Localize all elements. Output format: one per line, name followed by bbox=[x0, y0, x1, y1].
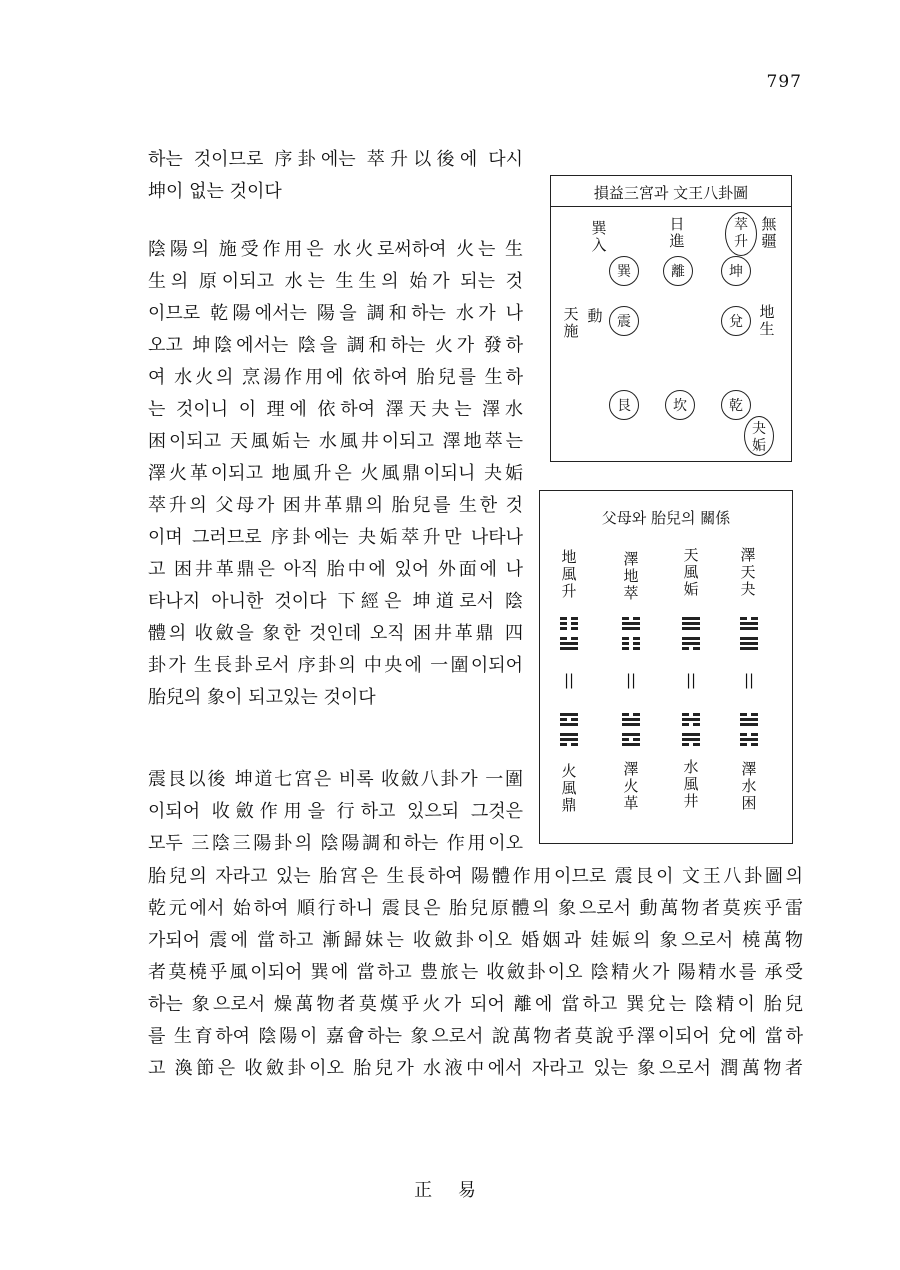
text-line: 하는 象으로서 燥萬物者莫熯乎火가 되어 離에 當하고 巽兌는 陰精이 胎兒 bbox=[148, 994, 803, 1015]
circle-cuisheng: 萃 升 bbox=[725, 212, 757, 256]
text-line: 胎兒의 자라고 있는 胎宮은 生長하여 陽體作用이므로 震艮이 文王八卦圖의 bbox=[148, 866, 803, 887]
text-line: 澤火革이되고 地風升은 火風鼎이되니 夬姤 bbox=[148, 463, 523, 484]
hexagram-disheng bbox=[560, 617, 578, 652]
parent-label: 地 風 升 bbox=[561, 548, 577, 600]
circle-xun: 巽 bbox=[609, 256, 639, 286]
text-line: 生의 原이되고 水는 生生의 始가 되는 것 bbox=[148, 271, 523, 292]
page-footer: 正 易 bbox=[414, 1180, 486, 1201]
diagram-header bbox=[551, 176, 791, 207]
child-label: 火 風 鼎 bbox=[561, 762, 577, 814]
circle-kun: 坤 bbox=[721, 256, 751, 286]
text-line: 이되어 收斂作用을 行하고 있으되 그것은 bbox=[148, 801, 523, 822]
paragraph-3-wide bbox=[148, 861, 803, 1085]
text-line: 陰陽의 施受作用은 水火로써하여 火는 生 bbox=[148, 239, 523, 260]
text-line: 이며 그러므로 序卦에는 夬姤萃升만 나타나 bbox=[148, 527, 523, 548]
text-line: 乾元에서 始하여 順行하니 震艮은 胎兒原體의 象으로서 動萬物者莫疾乎雷 bbox=[148, 898, 803, 919]
text-line: 여 水火의 烹湯作用에 依하여 胎兒를 生하 bbox=[148, 367, 523, 388]
diagram-title: 父母와 胎兒의 關係 bbox=[601, 509, 731, 527]
page-number: 797 bbox=[766, 72, 802, 92]
circle-qian: 乾 bbox=[721, 390, 751, 420]
hexagram-ge bbox=[622, 713, 640, 748]
paragraph-2 bbox=[148, 234, 523, 714]
hexagram-jing bbox=[682, 713, 700, 748]
parents-children-diagram bbox=[539, 490, 793, 844]
circle-kan: 坎 bbox=[665, 390, 695, 420]
circle-dui: 兌 bbox=[721, 306, 751, 336]
relation-mark: || bbox=[685, 671, 697, 689]
text-line: 가되어 震에 當하고 漸歸妹는 收斂卦이오 婚姻과 娃娠의 象으로서 橈萬物 bbox=[148, 930, 803, 951]
bagua-diagram bbox=[550, 175, 792, 462]
relation-mark: || bbox=[743, 671, 755, 689]
text-line: 오고 坤陰에서는 陰을 調和하는 火가 發하 bbox=[148, 335, 523, 356]
circle-li: 離 bbox=[663, 256, 693, 286]
paragraph-1 bbox=[148, 144, 523, 208]
text-line: 坤이 없는 것이다 bbox=[148, 181, 282, 202]
label-xunru: 巽 入 bbox=[591, 219, 607, 254]
hexagram-guai bbox=[740, 617, 758, 652]
label-wujiang: 無 疆 bbox=[761, 215, 777, 250]
paragraph-3-narrow bbox=[148, 764, 523, 860]
text-line: 고 困井革鼎은 아직 胎中에 있어 外面에 나 bbox=[148, 559, 523, 580]
text-line: 胎兒의 象이 되고있는 것이다 bbox=[148, 687, 376, 708]
text-line: 이므로 乾陽에서는 陽을 調和하는 水가 나 bbox=[148, 303, 523, 324]
text-line: 者莫橈乎風이되어 巽에 當하고 豊旅는 收斂卦이오 陰精火가 陽精水를 承受 bbox=[148, 962, 803, 983]
circle-guaigou: 夬 姤 bbox=[744, 416, 774, 456]
text-line: 卦가 生長卦로서 序卦의 中央에 一圍이되어 bbox=[148, 655, 523, 676]
label-dong: 動 bbox=[587, 307, 603, 325]
text-line: 모두 三陰三陽卦의 陰陽調和하는 作用이오 bbox=[148, 833, 523, 854]
label-tianshi: 天 施 bbox=[563, 305, 579, 340]
hexagram-kun-kun bbox=[740, 713, 758, 748]
text-line: 體의 收斂을 象한 것인데 오직 困井革鼎 四 bbox=[148, 623, 523, 644]
text-line: 震艮以後 坤道七宮은 비록 收斂八卦가 一圍 bbox=[148, 769, 523, 790]
text-line: 困이되고 天風姤는 水風井이되고 澤地萃는 bbox=[148, 431, 523, 452]
text-line: 萃升의 父母가 困井革鼎의 胎兒를 生한 것 bbox=[148, 495, 523, 516]
child-label: 澤 火 革 bbox=[623, 760, 639, 812]
hexagram-dicui bbox=[622, 617, 640, 652]
text-line: 고 渙節은 收斂卦이오 胎兒가 水液中에서 자라고 있는 象으로서 潤萬物者 bbox=[148, 1058, 803, 1079]
hexagram-gou bbox=[682, 617, 700, 652]
label-disheng: 地 生 bbox=[759, 303, 775, 338]
text-line: 는 것이니 이 理에 依하여 澤天夬는 澤水 bbox=[148, 399, 523, 420]
circle-gen: 艮 bbox=[609, 390, 639, 420]
text-line: 하는 것이므로 序卦에는 萃升以後에 다시 bbox=[148, 149, 523, 170]
child-label: 水 風 井 bbox=[683, 758, 699, 810]
child-label: 澤 水 困 bbox=[741, 760, 757, 812]
parent-label: 澤 天 夬 bbox=[740, 546, 756, 598]
text-line: 를 生育하여 陰陽이 嘉會하는 象으로서 說萬物者莫說乎澤이되어 兌에 當하 bbox=[148, 1026, 803, 1047]
parent-label: 澤 地 萃 bbox=[623, 550, 639, 602]
diagram-title: 損益三宮과 文王八卦圖 bbox=[593, 184, 749, 202]
relation-mark: || bbox=[625, 671, 637, 689]
label-rijin: 日 進 bbox=[669, 215, 685, 250]
circle-zhen: 震 bbox=[609, 306, 639, 336]
relation-mark: || bbox=[563, 671, 575, 689]
parent-label: 天 風 姤 bbox=[683, 546, 699, 598]
hexagram-ding bbox=[560, 713, 578, 748]
text-line: 타나지 아니한 것이다 下經은 坤道로서 陰 bbox=[148, 591, 523, 612]
